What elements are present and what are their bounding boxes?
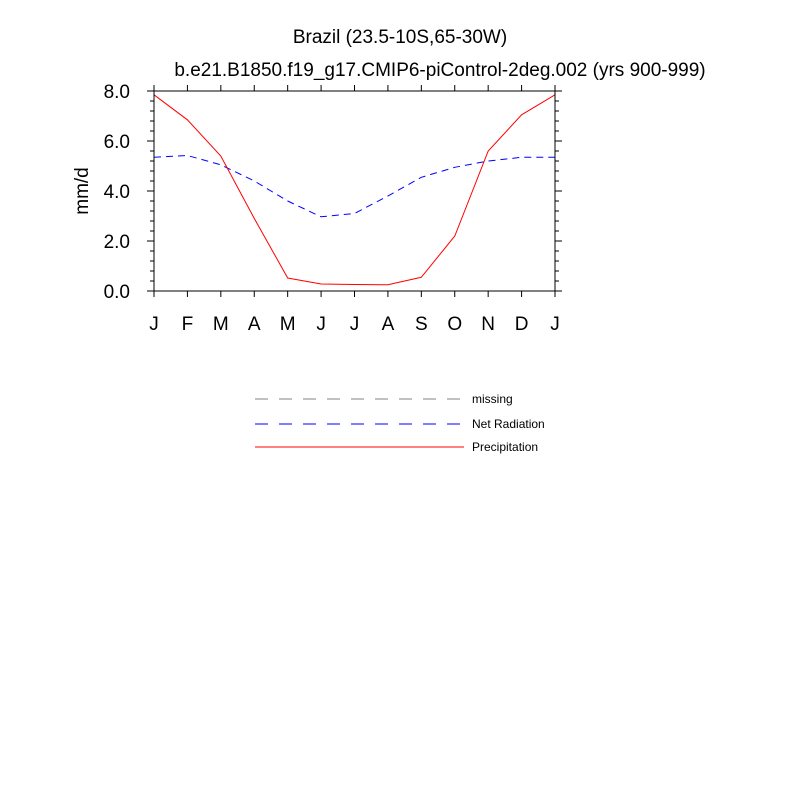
x-tick-label: J bbox=[149, 314, 159, 335]
x-tick-label: J bbox=[550, 314, 560, 335]
chart-subtitle: b.e21.B1850.f19_g17.CMIP6-piControl-2deg.002 (yrs 900-999) bbox=[174, 60, 706, 81]
x-tick-label: S bbox=[414, 314, 428, 335]
series-line-net-radiation bbox=[154, 156, 555, 217]
legend-label: missing bbox=[472, 392, 513, 406]
legend-label: Precipitation bbox=[472, 440, 539, 454]
x-tick-label: J bbox=[316, 314, 326, 335]
plot-frame bbox=[154, 91, 555, 291]
x-tick-label: A bbox=[247, 314, 261, 335]
legend bbox=[255, 392, 545, 454]
x-tick-label: M bbox=[212, 314, 229, 335]
y-tick-label: 2.0 bbox=[103, 232, 130, 253]
y-tick-label: 8.0 bbox=[103, 82, 130, 103]
y-tick-label: 6.0 bbox=[103, 132, 130, 153]
x-tick-label: O bbox=[447, 314, 463, 335]
x-tick-label: D bbox=[514, 314, 529, 335]
series-line-precipitation bbox=[154, 95, 555, 285]
series-layer bbox=[154, 95, 555, 285]
x-tick-label: N bbox=[481, 314, 496, 335]
legend-label: Net Radiation bbox=[472, 417, 545, 431]
x-tick-label: F bbox=[181, 314, 194, 335]
x-tick-label: J bbox=[349, 314, 360, 335]
ticks-layer bbox=[104, 82, 562, 335]
chart-title: Brazil (23.5-10S,65-30W) bbox=[292, 27, 508, 48]
y-tick-label: 4.0 bbox=[103, 182, 130, 203]
y-axis-label: mm/d bbox=[72, 167, 93, 215]
x-tick-label: A bbox=[381, 314, 395, 335]
x-tick-label: M bbox=[279, 314, 296, 335]
y-tick-label: 0.0 bbox=[103, 282, 130, 303]
